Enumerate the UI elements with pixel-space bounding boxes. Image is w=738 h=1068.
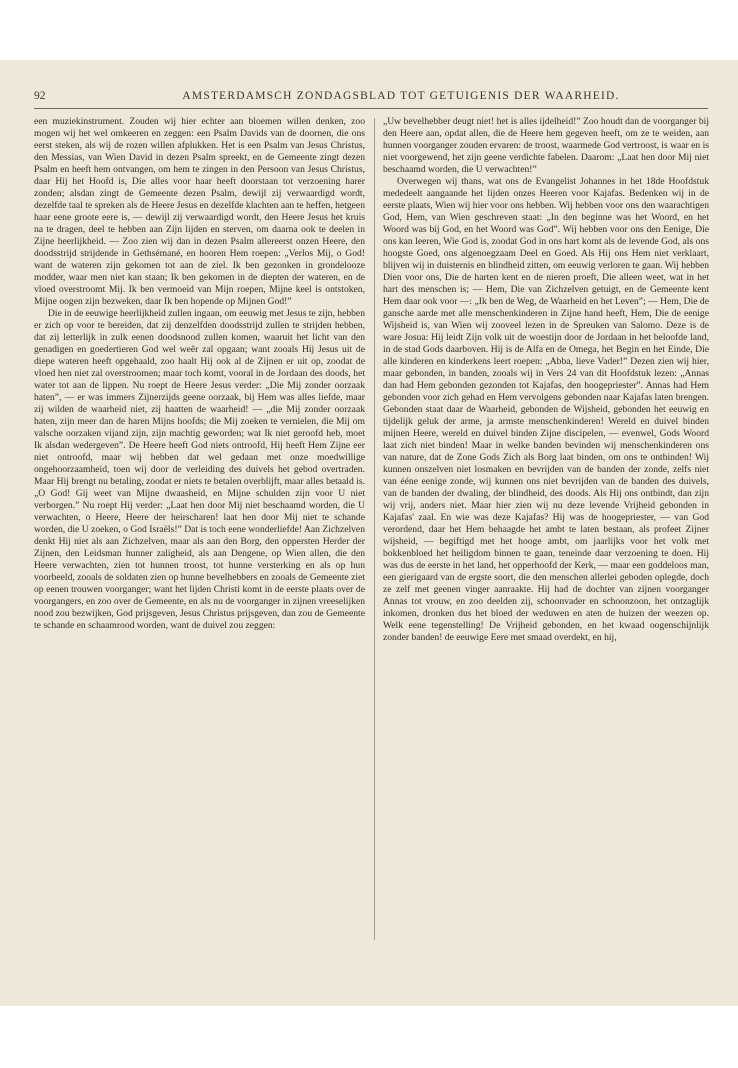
masthead-title: AMSTERDAMSCH ZONDAGSBLAD TOT GETUIGENIS DER WAARHEID. (182, 90, 620, 102)
page-header (34, 90, 708, 106)
left-paragraph-1: een muziekinstrument. Zouden wij hier echter aan bloemen willen denken, zoo mogen wij het wel omkeeren en zeggen: een Psalm Davids van de doornen, die ons eerst steken, als wij de rozen willen afplukken. Het is een Psalm van Jesus Christus, den Messias, van Wien David in dezen Psalm spreekt, en de Gemeente zingt dezen Psalm en heeft hem ontvangen, om hem te zingen in den Persoon van Jesus Christus, daar Hij het Hoofd is, Die alles voor haar heeft doorstaan tot verzoening harer zonden; alsdan zingt de Gemeente dezen Psalm, dewijl zij verwaardigd wordt, dezelfde taal te spreken als de Heere Jesus en dezelfde klachten aan te heffen, hetgeen haar eene groote eere is, — dewijl zij verwaardigd wordt, den Heere Jesus het kruis na te dragen, deel te hebben aan Zijn lijden en sterven, om daarna ook te deelen in Zijne heerlijkheid. — Zoo zien wij dan in dezen Psalm allereerst onzen Heere, den doodsstrijd strijdende in Gethsémané, en hooren Hem roepen: „Verlos Mij, o God! want de wateren zijn gekomen tot aan de ziel. Ik ben gezonken in grondelooze modder, waar men niet kan staan; Ik ben gekomen in de diepten der wateren, en de vloed overstroomt Mij. Ik ben vermoeid van Mijn roepen, Mijne keel is ontstoken, Mijne oogen zijn bezweken, daar Ik ben hopende op Mijnen God!” (34, 116, 365, 307)
left-column (34, 116, 365, 942)
right-column (383, 116, 709, 942)
header-rule (34, 108, 708, 109)
column-divider (374, 118, 375, 940)
newspaper-page (0, 60, 738, 1006)
page-number: 92 (34, 90, 46, 102)
right-paragraph-1: „Uw bevelhebber deugt niet! het is alles ijdelheid!” Zoo houdt dan de voorganger bij den Heere aan, opdat allen, die de Heere hem gegeven heeft, om ze te weiden, aan hunnen voorganger zouden ervaren: de troost, waarmede God vertroost, is waar en is niet voorgewend, het zijn geene verdichte fabelen. Daarom: „Laat hen door Mij niet beschaamd worden, die U verwachten!” (383, 116, 709, 175)
right-paragraph-2: Overwegen wij thans, wat ons de Evangelist Johannes in het 18de Hoofdstuk mededeelt aangaande het lijden onzes Heeren voor Kajafas. Bedenken wij in de eerste plaats, Wien wij hier voor ons hebben. Wij hebben voor ons den waarachtigen God, Hem, van Wien geschreven staat: „In den beginne was het Woord, en het Woord was bij God, en het Woord was God”. Wij hebben voor ons den Eenige, Die ons kan leeren, Wie God is, zoodat God in ons hart komt als de levende God, als ons hoogste Goed, ons algenoegzaam Deel en Goed. Als Hij ons Hem niet verklaart, blijven wij in duisternis en blindheid zitten, om eeuwig verloren te gaan. Wij hebben Dien voor ons, Die de harten kent en de nieren proeft, Die alleen weet, wat in het hart des menschen is; — Hem, Die van Zichzelven getuigt, en de Gemeente kent Hem daar ook voor —: „Ik ben de Weg, de Waarheid en het Leven”; — Hem, Die de gansche aarde met alle menschenkinderen in Zijne hand heeft, Hem, Die de eenige Wijsheid is, van Wien wij zooveel lezen in de Spreuken van Salomo. Deze is de ware Josua: Hij leidt Zijn volk uit de woestijn door de Jordaan in het beloofde land, in de stad Gods daarboven. Hij is de Alfa en de Omega, het Begin en het Einde, Die alle kinderen en kinderkens leert roepen: „Abba, lieve Vader!” Dezen zien wij hier, maar gebonden, in banden, zooals wij in Vers 24 van dit Hoofdstuk lezen: „Annas dan had Hem gebonden gezonden tot Kajafas, den hoogepriester”. Annas had Hem gebonden voor zich gehad en Hem vervolgens gebonden naar Kajafas laten brengen. Gebonden staat daar de Waarheid, gebonden de Wijsheid, gebonden het eeuwig en tijdelijk geluk der arme, ja armste menschenkinderen! Wereld en duivel binden mijnen Heere, wereld en duivel binden Zijne discipelen, — evenwel, Gods Woord laat zich niet binden! Maar in welke banden bevinden wij menschenkinderen ons van nature, dat de Zone Gods Zich als Borg laat binden, om ons te ontbinden! Wij kunnen onszelven niet losmaken en bevrijden van de banden der zonde, zelfs niet van ééne eenige zonde, wij kunnen ons niet bevrijden van de banden des duivels, van de banden der dwaling, der blindheid, des doods. Als Hij ons ontbindt, dan zijn wij vrij, anders niet. Maar hier zien wij nu deze levende Vrijheid gebonden in Kajafas' zaal. En wie was deze Kajafas? Hij was de hoogepriester, — van God verordend, daar het Hem behaagde het ambt te laten bestaan, als profeet Zijner wijsheid, — begiftigd met het hooge ambt, om jaarlijks voor het volk met bokkenbloed het heiligdom binnen te gaan, teneinde daar verzoening te doen. Hij was dus de eerste in het land, het opperhoofd der Kerk, — maar een goddeloos man, een gierigaard van de ergste soort, die den menschen allerlei geboden oplegde, doch ze zelf met geenen vinger aanraakte. Hij had de dochter van zijnen voorganger Annas tot vrouw, en zoo deelden zij, schoonvader en schoonzoon, het ontzaglijk inkomen, dronken dus het bloed der weduwen en aten de huizen der weezen op. Welk eene tegenstelling! De Vrijheid gebonden, en het kwaad oogenschijnlijk zonder banden! de eeuwige Eere met smaad overdekt, en hij, (383, 176, 709, 643)
left-paragraph-2: Die in de eeuwige heerlijkheid zullen ingaan, om eeuwig met Jesus te zijn, hebben er zich op voor te bereiden, dat zij denzelfden doodsstrijd zullen te strijden hebben, dat zij letterlijk in zulk eenen doodsnood zullen komen, waaruit het licht van den genadigen en goedertieren God wel weêr zal opgaan; want zooals Hij Jesus uit de diepe wateren heeft opgehaald, zoo haalt Hij ook al de Zijnen er uit op, zoodat de vloed hen niet zal overstroomen; maar toch komt, vooral in de Jordaan des doods, het water tot aan de lippen. Nu roept de Heere Jesus verder: „Die Mij zonder oorzaak haten”, — er was immers Zijnerzijds geene oorzaak, bij Hem was alles liefde, maar zij wilden de waarheid niet, zij haatten de waarheid! — „die Mij zonder oorzaak haten, zijn meer dan de haren Mijns hoofds; die Mij zoeken te vernielen, die Mij om valsche oorzaken vijand zijn, zijn machtig geworden; wat Ik niet geroofd heb, moet Ik alsdan wedergeven”. De Heere heeft God niets ontroofd, Hij heeft Hem Zijne eer niet ontroofd, maar wij hebben dat wel gedaan met onze moedwillige ongehoorzaamheid, toen wij door de verleiding des duivels het gebod overtraden. Maar Hij brengt nu betaling, zoodat er niets te betalen overblijft, maar alles betaald is. „O God! Gij weet van Mijne dwaasheid, en Mijne schulden zijn voor U niet verborgen.” Nu roept Hij verder: „Laat hen door Mij niet beschaamd worden, die U verwachten, o Heere, Heere der heirscharen! laat hen door Mij niet te schande worden, die U zoeken, o God Israëls!” Dat is toch eene wonderliefde! Aan Zichzelven denkt Hij niet als aan Zichzelven, maar als aan den Borg, den oppersten Herder der Zijnen, den Leidsman hunner zaligheid, als aan Dengene, op Wien allen, die den Heere verwachten, zien tot hunnen troost, tot hunne versterking en als op hun voorbeeld, zooals de soldaten zien op hunne bevelhebbers en zooals de Gemeente ziet op eenen trouwen voorganger; want het lijden Christi komt in de eerste plaats over de voorgangers, en zoo over de Gemeente, en als nu de voorganger in zijnen vreeselijken nood zou bezwijken, God prijsgeven, Jesus Christus prijsgeven, dan zou de Gemeente te schande en schaamrood worden, want de duivel zou zeggen: (34, 308, 365, 631)
